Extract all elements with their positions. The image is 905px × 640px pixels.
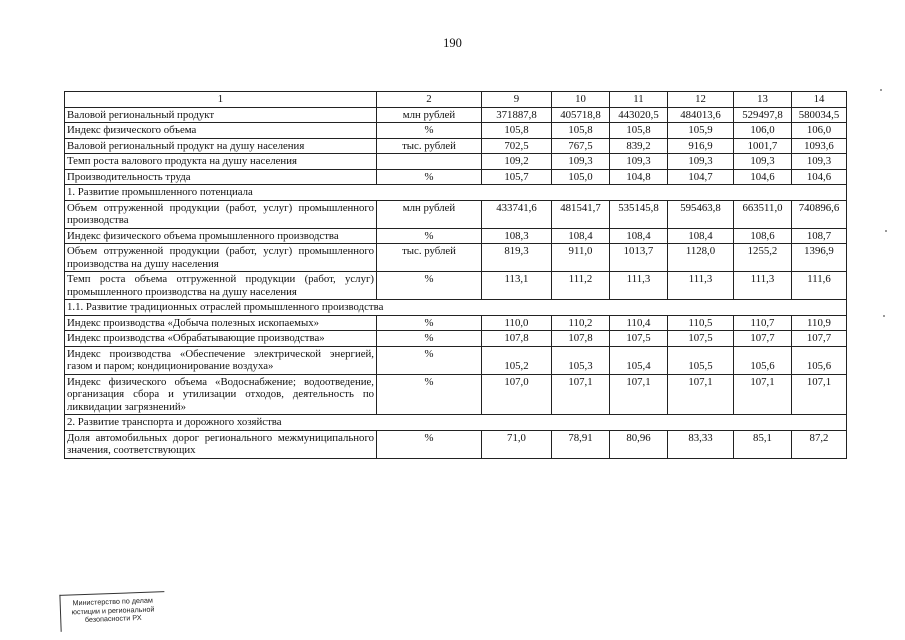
value-cell: 105,8 [482,123,552,139]
table-row [65,154,847,170]
value-cell: 107,7 [734,331,792,347]
header-cell: 14 [792,92,847,108]
value-cell: 107,1 [552,374,610,415]
value-cell: 595463,8 [668,200,734,228]
value-cell: 110,4 [610,315,668,331]
value-cell: 580034,5 [792,107,847,123]
value-cell: 105,8 [552,123,610,139]
value-cell: 740896,6 [792,200,847,228]
value-cell: 110,2 [552,315,610,331]
value-cell: 110,0 [482,315,552,331]
value-cell: 107,1 [668,374,734,415]
value-cell: 104,6 [734,169,792,185]
value-cell: 535145,8 [610,200,668,228]
value-cell: 1255,2 [734,244,792,272]
unit-cell [377,154,482,170]
value-cell: 105,2 [482,346,552,374]
value-cell: 819,3 [482,244,552,272]
value-cell: 916,9 [668,138,734,154]
value-cell: 405718,8 [552,107,610,123]
section-title: 2. Развитие транспорта и дорожного хозяйства [65,415,847,431]
value-cell: 702,5 [482,138,552,154]
table-row [65,200,847,228]
section-row [65,415,847,431]
value-cell: 108,4 [610,228,668,244]
value-cell: 371887,8 [482,107,552,123]
indicators-table [64,91,847,459]
indicator-name: Темп роста валового продукта на душу населения [65,154,377,170]
value-cell: 108,4 [668,228,734,244]
unit-cell: % [377,346,482,374]
section-title: 1.1. Развитие традиционных отраслей промышленного производства [65,300,847,316]
value-cell: 481541,7 [552,200,610,228]
value-cell: 911,0 [552,244,610,272]
section-row [65,300,847,316]
value-cell: 767,5 [552,138,610,154]
unit-cell: млн рублей [377,200,482,228]
unit-cell: % [377,315,482,331]
value-cell: 107,1 [734,374,792,415]
value-cell: 113,1 [482,272,552,300]
value-cell: 107,8 [552,331,610,347]
header-cell: 11 [610,92,668,108]
value-cell: 107,1 [610,374,668,415]
value-cell: 105,6 [734,346,792,374]
table-row [65,346,847,374]
value-cell: 108,4 [552,228,610,244]
value-cell: 1093,6 [792,138,847,154]
indicator-name: Индекс физического объема [65,123,377,139]
value-cell: 109,3 [610,154,668,170]
value-cell: 109,3 [552,154,610,170]
value-cell: 109,2 [482,154,552,170]
value-cell: 104,6 [792,169,847,185]
value-cell: 108,6 [734,228,792,244]
unit-cell: % [377,331,482,347]
value-cell: 105,7 [482,169,552,185]
indicator-name: Валовой региональный продукт на душу населения [65,138,377,154]
value-cell: 663511,0 [734,200,792,228]
table-row [65,272,847,300]
table-row [65,430,847,458]
value-cell: 78,91 [552,430,610,458]
value-cell: 110,9 [792,315,847,331]
value-cell: 839,2 [610,138,668,154]
indicator-name: Индекс физического объема «Водоснабжение; водоотведение, организация сбора и утилизации отходов, деятельность по ликвидации загрязнений» [65,374,377,415]
value-cell: 1013,7 [610,244,668,272]
indicator-name: Темп роста объема отгруженной продукции (работ, услуг) промышленного производства на душу населения [65,272,377,300]
header-row [65,92,847,108]
value-cell: 104,8 [610,169,668,185]
indicator-name: Индекс производства «Обеспечение электрической энергией, газом и паром; кондиционирование воздуха» [65,346,377,374]
value-cell: 106,0 [792,123,847,139]
value-cell: 105,5 [668,346,734,374]
value-cell: 83,33 [668,430,734,458]
value-cell: 109,3 [734,154,792,170]
value-cell: 105,0 [552,169,610,185]
value-cell: 105,9 [668,123,734,139]
unit-cell: % [377,272,482,300]
value-cell: 85,1 [734,430,792,458]
stamp-line: юстиции и региональной [71,604,155,616]
value-cell: 110,5 [668,315,734,331]
indicators-table-wrap [64,91,847,459]
unit-cell: % [377,430,482,458]
header-cell: 12 [668,92,734,108]
ministry-stamp [59,591,165,631]
section-title: 1. Развитие промышленного потенциала [65,185,847,201]
indicator-name: Индекс физического объема промышленного производства [65,228,377,244]
value-cell: 80,96 [610,430,668,458]
table-row [65,107,847,123]
value-cell: 107,1 [792,374,847,415]
value-cell: 111,3 [734,272,792,300]
header-cell: 1 [65,92,377,108]
value-cell: 107,5 [668,331,734,347]
indicator-name: Объем отгруженной продукции (работ, услуг) промышленного производства [65,200,377,228]
value-cell: 1128,0 [668,244,734,272]
value-cell: 108,7 [792,228,847,244]
value-cell: 1001,7 [734,138,792,154]
scan-speck [885,230,887,232]
header-cell: 9 [482,92,552,108]
section-row [65,185,847,201]
value-cell: 111,3 [668,272,734,300]
header-cell: 10 [552,92,610,108]
table-row [65,138,847,154]
indicator-name: Валовой региональный продукт [65,107,377,123]
indicator-name: Объем отгруженной продукции (работ, услуг) промышленного производства на душу населения [65,244,377,272]
value-cell: 109,3 [668,154,734,170]
table-row [65,244,847,272]
scan-speck [880,89,882,91]
value-cell: 106,0 [734,123,792,139]
unit-cell: млн рублей [377,107,482,123]
page-number: 190 [443,36,462,50]
value-cell: 111,2 [552,272,610,300]
unit-cell: % [377,169,482,185]
value-cell: 111,6 [792,272,847,300]
value-cell: 107,7 [792,331,847,347]
value-cell: 71,0 [482,430,552,458]
table-row [65,123,847,139]
value-cell: 105,6 [792,346,847,374]
value-cell: 107,8 [482,331,552,347]
unit-cell: тыс. рублей [377,138,482,154]
value-cell: 107,5 [610,331,668,347]
value-cell: 484013,6 [668,107,734,123]
value-cell: 433741,6 [482,200,552,228]
unit-cell: % [377,374,482,415]
table-row [65,228,847,244]
scan-speck [883,315,885,317]
unit-cell: % [377,123,482,139]
stamp-line: безопасности РХ [84,612,142,624]
value-cell: 108,3 [482,228,552,244]
value-cell: 105,3 [552,346,610,374]
indicator-name: Доля автомобильных дорог регионального межмуниципального значения, соответствующих [65,430,377,458]
value-cell: 110,7 [734,315,792,331]
value-cell: 107,0 [482,374,552,415]
table-row [65,169,847,185]
value-cell: 109,3 [792,154,847,170]
indicator-name: Индекс производства «Обрабатывающие производства» [65,331,377,347]
header-cell: 2 [377,92,482,108]
unit-cell: % [377,228,482,244]
value-cell: 443020,5 [610,107,668,123]
table-row [65,331,847,347]
value-cell: 105,4 [610,346,668,374]
value-cell: 111,3 [610,272,668,300]
value-cell: 1396,9 [792,244,847,272]
table-row [65,315,847,331]
indicator-name: Производительность труда [65,169,377,185]
unit-cell: тыс. рублей [377,244,482,272]
value-cell: 529497,8 [734,107,792,123]
value-cell: 105,8 [610,123,668,139]
indicator-name: Индекс производства «Добыча полезных ископаемых» [65,315,377,331]
table-row [65,374,847,415]
header-cell: 13 [734,92,792,108]
value-cell: 104,7 [668,169,734,185]
value-cell: 87,2 [792,430,847,458]
stamp-line: Министерство по делам [72,595,153,608]
